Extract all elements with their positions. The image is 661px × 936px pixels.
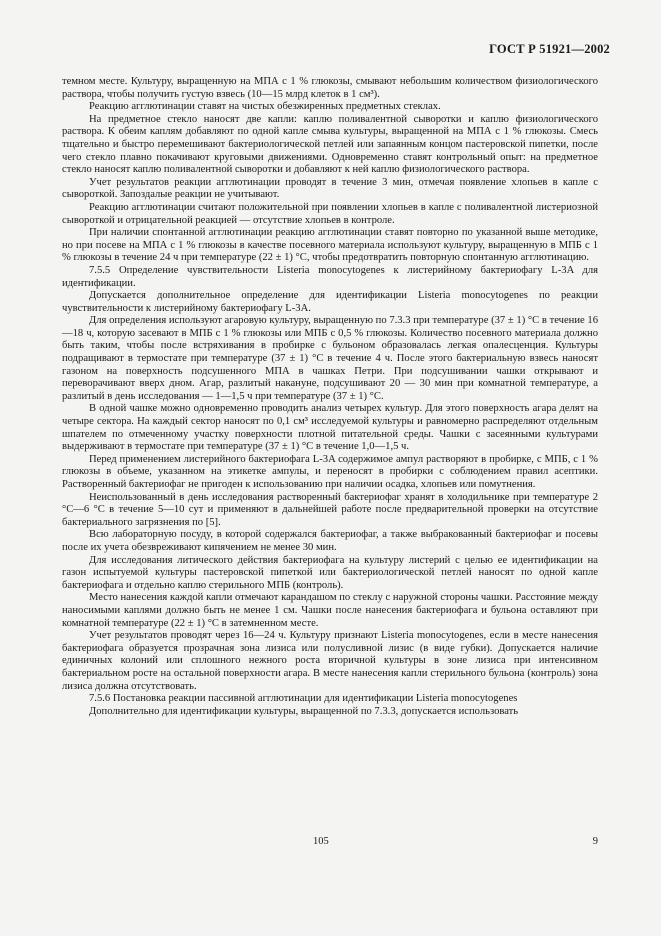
paragraph: В одной чашке можно одновременно проводить анализ четырех культур. Для этого поверхность агара делят на четыре сектора. На каждый сектор наносят по 0,1 см³ исследуемой культуры и равномерно распределяют отдельным шпателем по отмеченному участку поверхности плотной питательной среды. Чашки с засеянными культурами выдерживают в термостате при температуре (37 ± 1) °С в течение 1,0—1,5 ч. [62, 403, 598, 453]
paragraph: темном месте. Культуру, выращенную на МПА с 1 % глюкозы, смывают небольшим количеством физиологического раствора, чтобы получить густую взвесь (10—15 млрд клеток в 1 см³). [62, 76, 598, 100]
section-heading: 7.5.6 Постановка реакции пассивной агглютинации для идентификации Listeria monocytogenes [89, 693, 518, 705]
paragraph: На предметное стекло наносят две капли: каплю поливалентной сыворотки и каплю физиологического раствора. К обеим каплям добавляют по одной капле смыва культуры, выращенной на МПА с 1 % глюкозы. Смесь тщательно и быстро перемешивают бактериологической петлей или запаянным концом пастеровской пипетки, после чего стекло плавно покачивают круговыми движениями. Одновременно ставят контрольный опыт: на предметное стекло наносят каплю поливалентной сыворотки и добавляют к ней каплю физиологического раствора. [62, 113, 598, 176]
paragraph: Для определения используют агаровую культуру, выращенную по 7.3.3 при температуре (37 ± 1) °С в течение 16—18 ч, которую засевают в МПБ с 1 % глюкозы или МПБ с 0,5 % глюкозы. Количество посевного материала должно быть таким, чтобы после встряхивания в пробирке с бульоном образовалась легкая опалесценция. Культуры подращивают в термостате при температуре (37 ± 1) °С в течение 4 ч. После этого бактериальную взвесь наносят газоном на поверхность подсушенного МПА в чашках Петри. При подсушивании чашки открывают и переворачивают вверх дном. Агар, разлитый накануне, подсушивают 20 — 30 мин при комнатной температуре, а разлитый в день исследования — 1—1,5 ч при температуре (37 ± 1) °С. [62, 315, 598, 402]
paragraph: Дополнительно для идентификации культуры, выращенной по 7.3.3, допускается использовать [89, 705, 519, 717]
paragraph: Учет результатов реакции агглютинации проводят в течение 3 мин, отмечая появление хлопьев в капле с сывороткой. Запоздалые реакции не учитывают. [62, 176, 598, 201]
paragraph: Место нанесения каждой капли отмечают карандашом по стеклу с наружной стороны чашки. Расстояние между наносимыми каплями должно быть не менее 1 см. Чашки после нанесения бактериофага и бульона оставляют при комнатной температуре (22 ± 1) °С в затемненном месте. [62, 592, 598, 629]
paragraph: Допускается дополнительное определение для идентификации Listeria monocytogenes по реакции чувствительности к листерийному бактериофагу L-3A. [62, 290, 598, 314]
paragraph: Неиспользованный в день исследования растворенный бактериофаг хранят в холодильнике при температуре 2 °С—6 °С в течение 5—10 сут и применяют в дальнейшей работе после предварительной проверки на отсутствие бактериального загрязнения по [5]. [62, 491, 598, 528]
page-number: 9 [592, 836, 598, 847]
body-text [62, 76, 598, 718]
paragraph: Всю лабораторную посуду, в которой содержался бактериофаг, а также выбракованный бактериофаг и посевы после их учета обезвреживают кипячением не менее 30 мин. [62, 529, 598, 553]
footer-number: 105 [313, 836, 329, 847]
paragraph: При наличии спонтанной агглютинации реакцию агглютинации ставят повторно по указанной выше методике, но при посеве на МПА с 1 % глюкозы в качестве посевного материала используют культуру, выращенную в МПБ с 1 % глюкозы в течение 24 ч при температуре (22 ± 1) °С, чтобы предотвратить повторную спонтанную агглютинацию. [62, 227, 598, 264]
section-heading: 7.5.5 Определение чувствительности Listeria monocytogenes к листерийному бактериофагу L-3A для идентификации. [62, 264, 598, 289]
standard-header: ГОСТ Р 51921—2002 [489, 42, 610, 56]
paragraph: Учет результатов проводят через 16—24 ч. Культуру признают Listeria monocytogenes, если в месте нанесения бактериофага образуется прозрачная зона лизиса или полусливной лизис (в виде губки). Допускается наличие единичных колоний или сплошного нежного роста вторичной культуры в зоне лизиса при интенсивном бактериальном росте на остальной поверхности агара. В месте нанесения капли стерильного бульона (контроль) зона лизиса должна отсутствовать. [62, 630, 598, 692]
paragraph: Реакцию агглютинации считают положительной при появлении хлопьев в капле с поливалентной листериозной сывороткой и отрицательной реакцией — отсутствие хлопьев в контроле. [62, 201, 598, 226]
paragraph: Для исследования литического действия бактериофага на культуру листерий с целью ее идентификации на газон испытуемой культуры пастеровской пипеткой или бактериологической петлей наносят по одной капле бактериофага и отдельно каплю стерильного МПБ (контроль). [62, 554, 598, 591]
paragraph: Реакцию агглютинации ставят на чистых обезжиренных предметных стеклах. [89, 101, 441, 113]
paragraph: Перед применением листерийного бактериофага L-3A содержимое ампул растворяют в пробирке, с МПБ, с 1 % глюкозы в объеме, указанном на этикетке ампулы, и переносят в пробирки с соблюдением правил асептики. Растворенный бактериофаг не пригоден к использованию при наличии осадка, хлопьев или помутнения. [62, 453, 598, 490]
